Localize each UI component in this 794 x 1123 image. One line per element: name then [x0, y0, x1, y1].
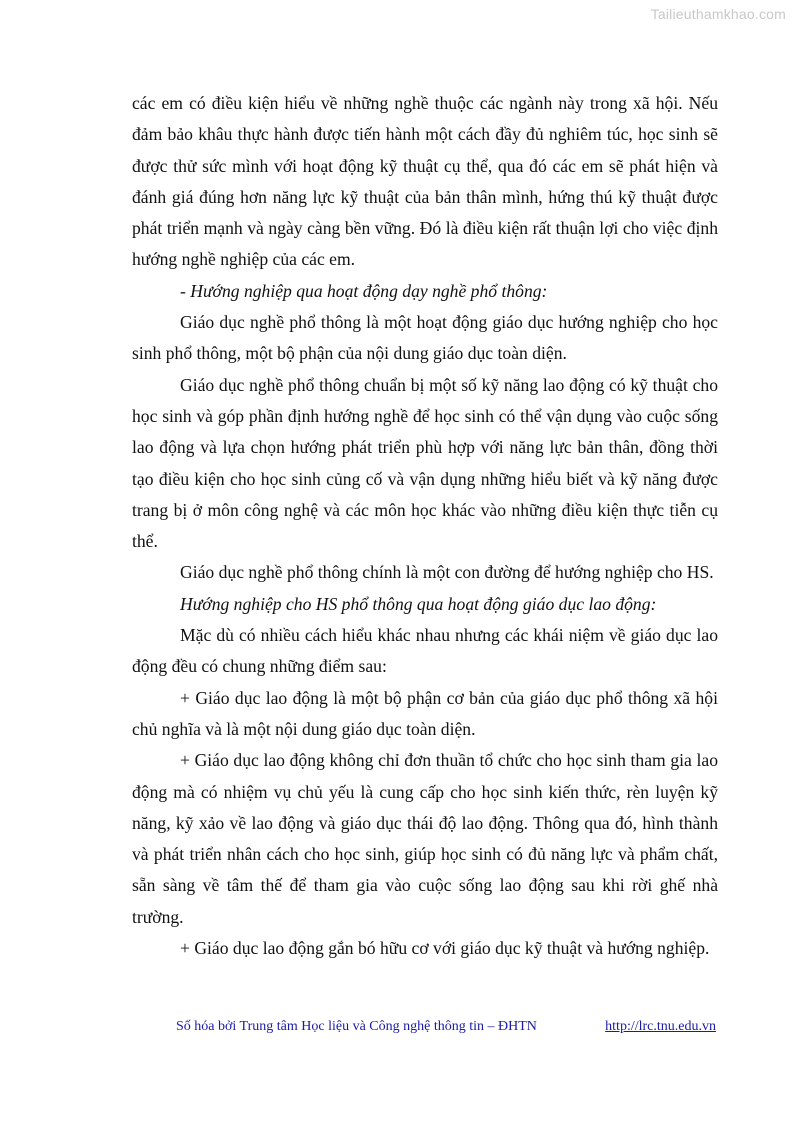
list-item: + Giáo dục lao động gắn bó hữu cơ với giáo dục kỹ thuật và hướng nghiệp.: [180, 938, 710, 959]
list-item: + Giáo dục lao động không chỉ đơn thuần tổ chức cho học sinh tham gia lao động mà có nhiệm vụ chủ yếu là cung cấp cho học sinh kiến thức, rèn luyện kỹ năng, kỹ xảo về lao động và giáo dục thái độ lao động. Thông qua đó, hình thành và phát triển nhân cách cho học sinh, giúp học sinh có đủ năng lực và phẩm chất, sẵn sàng về tâm thế để tham gia vào cuộc sống lao động sau khi rời ghế nhà trường.: [132, 750, 718, 927]
document-body: [132, 88, 718, 964]
page-footer: [176, 1019, 716, 1035]
paragraph: Giáo dục nghề phổ thông chuẩn bị một số kỹ năng lao động có kỹ thuật cho học sinh và góp phần định hướng nghề để học sinh có thể vận dụng vào cuộc sống lao động và lựa chọn hướng phát triển phù hợp với năng lực bản thân, đồng thời tạo điều kiện cho học sinh củng cố và vận dụng những hiểu biết và kỹ năng được trang bị ở môn công nghệ và các môn học khác vào những điều kiện thực tiễn cụ thể.: [132, 374, 718, 552]
section-heading-labor-education: Hướng nghiệp cho HS phổ thông qua hoạt động giáo dục lao động:: [180, 593, 657, 614]
list-item: + Giáo dục lao động là một bộ phận cơ bản của giáo dục phổ thông xã hội chủ nghĩa và là một nội dung giáo dục toàn diện.: [132, 687, 718, 739]
paragraph: Giáo dục nghề phổ thông chính là một con đường để hướng nghiệp cho HS.: [180, 562, 714, 583]
footer-link[interactable]: http://lrc.tnu.edu.vn: [605, 1019, 716, 1034]
paragraph: Giáo dục nghề phổ thông là một hoạt động giáo dục hướng nghiệp cho học sinh phổ thông, một bộ phận của nội dung giáo dục toàn diện.: [132, 312, 718, 364]
footer-credit: Số hóa bởi Trung tâm Học liệu và Công nghệ thông tin – ĐHTN: [176, 1019, 537, 1034]
watermark-text: Tailieuthamkhao.com: [650, 6, 786, 22]
paragraph-continuation: các em có điều kiện hiểu về những nghề thuộc các ngành này trong xã hội. Nếu đảm bảo khâu thực hành được tiến hành một cách đầy đủ nghiêm túc, học sinh sẽ được thử sức mình với hoạt động kỹ thuật cụ thể, qua đó các em sẽ phát hiện và đánh giá đúng hơn năng lực kỹ thuật của bản thân mình, hứng thú kỹ thuật được phát triển mạnh và ngày càng bền vững. Đó là điều kiện rất thuận lợi cho việc định hướng nghề nghiệp của các em.: [132, 93, 718, 270]
section-heading-vocational: - Hướng nghiệp qua hoạt động dạy nghề phổ thông:: [180, 280, 548, 301]
paragraph: Mặc dù có nhiều cách hiểu khác nhau nhưng các khái niệm về giáo dục lao động đều có chung những điểm sau:: [132, 625, 718, 677]
